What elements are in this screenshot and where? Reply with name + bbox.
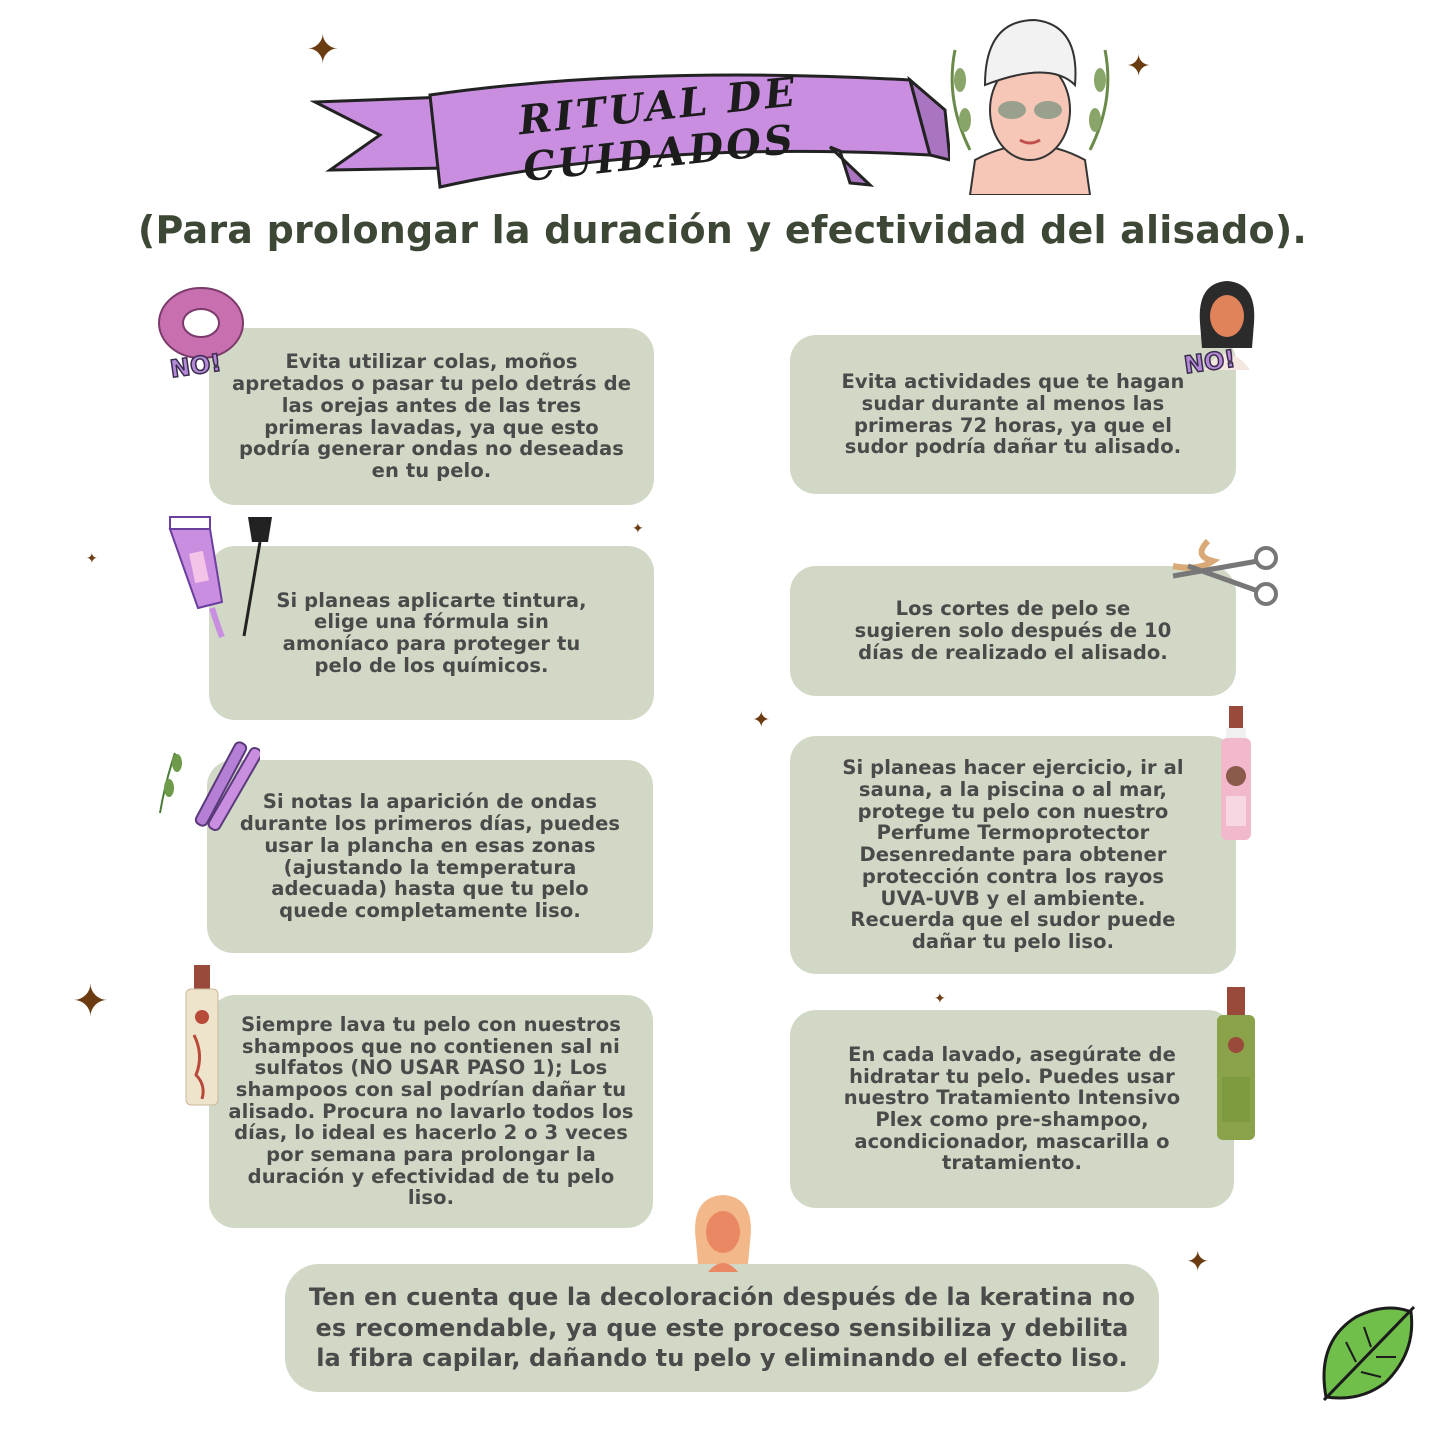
scissors-icon (1168, 536, 1283, 608)
blonde-woman-icon (690, 1192, 756, 1272)
treatment-bottle-icon (1214, 987, 1258, 1142)
tip-card-5 (790, 335, 1236, 494)
tip-text: Si planeas aplicarte tintura, elige una fórmula sin amoníaco para proteger tu pelo de los químicos. (276, 588, 587, 677)
sparkle-icon: ✦ (632, 521, 644, 537)
footer-note-text: Ten en cuenta que la decoloración después de la keratina no es recomendable, ya que este proceso sensibiliza y debilita la fibra capilar, dañando tu pelo y eliminando el efecto liso. (308, 1283, 1136, 1373)
sparkle-icon: ✦ (752, 708, 771, 733)
sparkle-icon: ✦ (86, 551, 98, 567)
flat-iron-icon (155, 733, 260, 835)
tip-text: Evita utilizar colas, moños apretados o pasar tu pelo detrás de las orejas antes de las tres primeras lavadas, ya que esto podría generar ondas no deseadas en tu pelo. (231, 350, 632, 482)
footer-note-card (285, 1264, 1159, 1392)
tip-text: En cada lavado, asegúrate de hidratar tu pelo. Puedes usar nuestro Tratamiento Intensivo Plex como pre-shampoo, acondicionador, mascarilla o tratamiento. (843, 1042, 1181, 1175)
banner-title: RITUAL DE CUIDADOS (516, 68, 801, 192)
tip-text: Siempre lava tu pelo con nuestros shampoos que no contienen sal ni sulfatos (NO USAR PASO 1); Los shampoos con sal podrían dañar tu alisado. Procura no lavarlo todos los días, lo ideal es hacerlo 2 o 3 veces por semana para prolongar la duración y efectividad de tu pelo liso. (228, 1012, 634, 1210)
no-badge: NO! (1182, 344, 1238, 380)
tip-text: Evita actividades que te hagan sudar durante al menos las primeras 72 horas, ya que el sudor podría dañar tu alisado. (841, 370, 1185, 459)
tip-card-3 (207, 760, 653, 953)
tip-card-8 (790, 1010, 1234, 1208)
no-badge: NO! (168, 348, 224, 384)
sparkle-icon: ✦ (1186, 1245, 1210, 1278)
tip-text: Los cortes de pelo se sugieren solo después de 10 días de realizado el alisado. (854, 597, 1172, 664)
tip-card-4 (209, 995, 653, 1228)
tip-card-7 (790, 736, 1236, 974)
sparkle-icon: ✦ (1126, 49, 1152, 84)
sparkle-icon: ✦ (306, 27, 340, 73)
perfume-spray-icon (1218, 706, 1254, 842)
tip-card-1 (209, 328, 654, 505)
hair-dye-icon (160, 512, 280, 642)
sparkle-icon: ✦ (72, 976, 109, 1027)
shampoo-bottle-icon (182, 965, 222, 1107)
woman-towel-icon (940, 10, 1120, 195)
sparkle-icon: ✦ (934, 991, 946, 1007)
leaf-icon (1316, 1302, 1418, 1404)
tip-text: Si planeas hacer ejercicio, ir al sauna, a la piscina o al mar, protege tu pelo con nuestro Perfume Termoprotector Desenredante para obtener protección contra los rayos UVA-UVB y el ambiente. Recuerda que el sudor puede dañar tu pelo liso. (842, 756, 1184, 953)
page-subtitle: (Para prolongar la duración y efectividad del alisado). (137, 208, 1308, 252)
tip-text: Si notas la aparición de ondas durante los primeros días, puedes usar la plancha en esas zonas (ajustando la temperatura adecuada) hasta que tu pelo quede completamente liso. (239, 790, 621, 922)
